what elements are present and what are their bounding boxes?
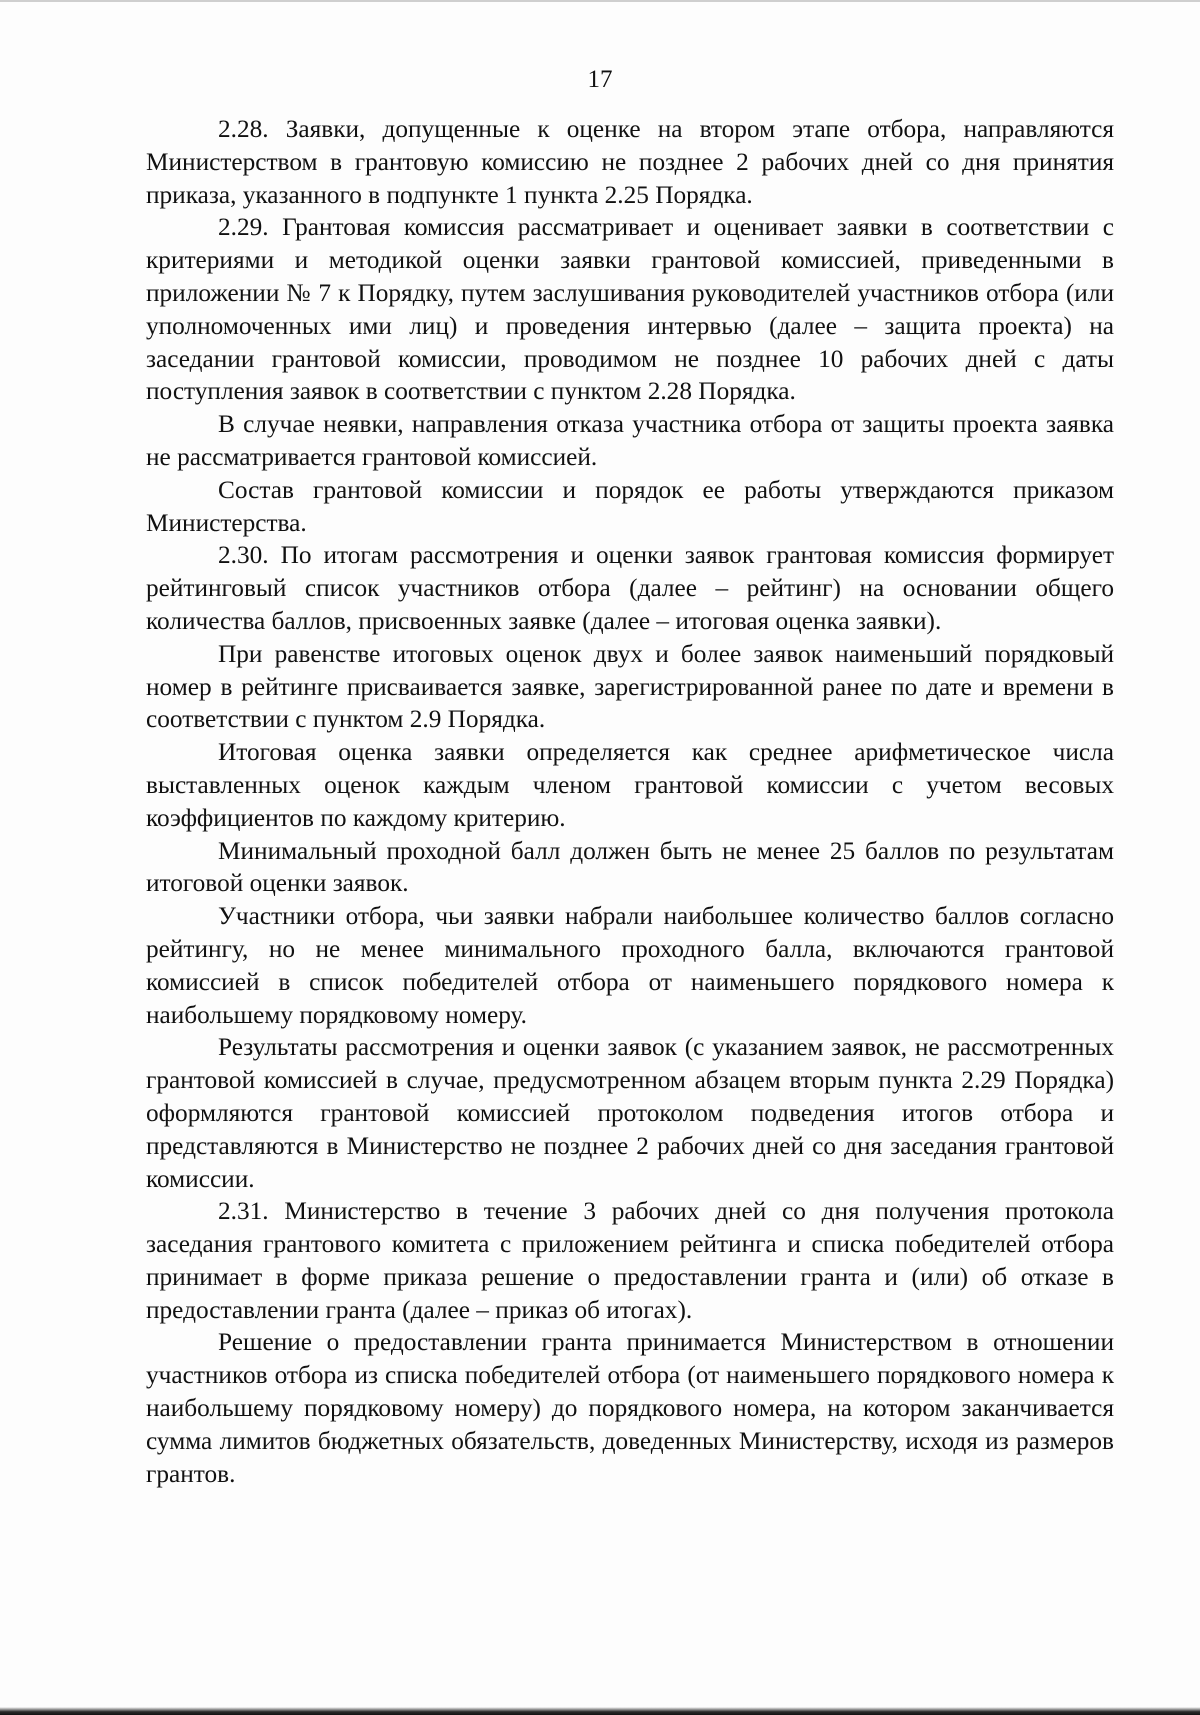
paragraph-commission-composition: Состав грантовой комиссии и порядок ее работы утверждаются приказом Министерства. [146, 475, 1114, 537]
paragraph-grant-decision: Решение о предоставлении гранта принимается Министерством в отношении участников отбора из списка победителей отбора (от наименьшего порядкового номера к наибольшему порядковому номеру) до порядкового номера, на котором заканчивается сумма лимитов бюджетных обязательств, доведенных Министерству, исходя из размеров грантов. [146, 1328, 1114, 1488]
paragraph-minimum-score: Минимальный проходной балл должен быть не менее 25 баллов по результатам итоговой оценки заявок. [146, 836, 1114, 898]
paragraph-results-protocol: Результаты рассмотрения и оценки заявок (с указанием заявок, не рассмотренных грантовой комиссией в случае, предусмотренном абзацем вторым пункта 2.29 Порядка) оформляются грантовой комиссией протоколом подведения итогов отбора и представляются в Министерство не позднее 2 рабочих дней со дня заседания грантовой комиссии. [146, 1033, 1114, 1193]
paragraph-winners-list: Участники отбора, чьи заявки набрали наибольшее количество баллов согласно рейтингу, но не менее минимального проходного балла, включаются грантовой комиссией в список победителей отбора от наименьшего порядкового номера к наибольшему порядковому номеру. [146, 902, 1114, 1029]
paragraph-2-28: 2.28. Заявки, допущенные к оценке на втором этапе отбора, направляются Министерством в грантовую комиссию не позднее 2 рабочих дней со дня принятия приказа, указанного в подпункте 1 пункта 2.25 Порядка. [146, 115, 1114, 209]
paragraph-final-score: Итоговая оценка заявки определяется как среднее арифметическое числа выставленных оценок каждым членом грантовой комиссии с учетом весовых коэффициентов по каждому критерию. [146, 738, 1114, 832]
scan-edge-top [0, 0, 1200, 2]
paragraph-2-31: 2.31. Министерство в течение 3 рабочих дней со дня получения протокола заседания грантового комитета с приложением рейтинга и списка победителей отбора принимает в форме приказа решение о предоставлении гранта и (или) об отказе в предоставлении гранта (далее – приказ об итогах). [146, 1197, 1114, 1324]
paragraph-no-show: В случае неявки, направления отказа участника отбора от защиты проекта заявка не рассматривается грантовой комиссией. [146, 410, 1114, 471]
paragraph-2-29: 2.29. Грантовая комиссия рассматривает и оценивает заявки в соответствии с критериями и методикой оценки заявки грантовой комиссией, приведенными в приложении № 7 к Порядку, путем заслушивания руководителей участников отбора (или уполномоченных ими лиц) и проведения интервью (далее – защита проекта) на заседании грантовой комиссии, проводимом не позднее 10 рабочих дней с даты поступления заявок в соответствии с пунктом 2.28 Порядка. [146, 213, 1114, 406]
scan-edge-bottom [0, 1707, 1200, 1715]
paragraph-equal-scores: При равенстве итоговых оценок двух и более заявок наименьший порядковый номер в рейтинге присваивается заявке, зарегистрированной ранее по дате и времени в соответствии с пунктом 2.9 Порядка. [146, 639, 1114, 734]
page-number: 17 [587, 66, 613, 93]
paragraph-2-30: 2.30. По итогам рассмотрения и оценки заявок грантовая комиссия формирует рейтинговый список участников отбора (далее – рейтинг) на основании общего количества баллов, присвоенных заявке (далее – итоговая оценка заявки). [146, 541, 1114, 635]
document-body [146, 113, 1114, 1490]
